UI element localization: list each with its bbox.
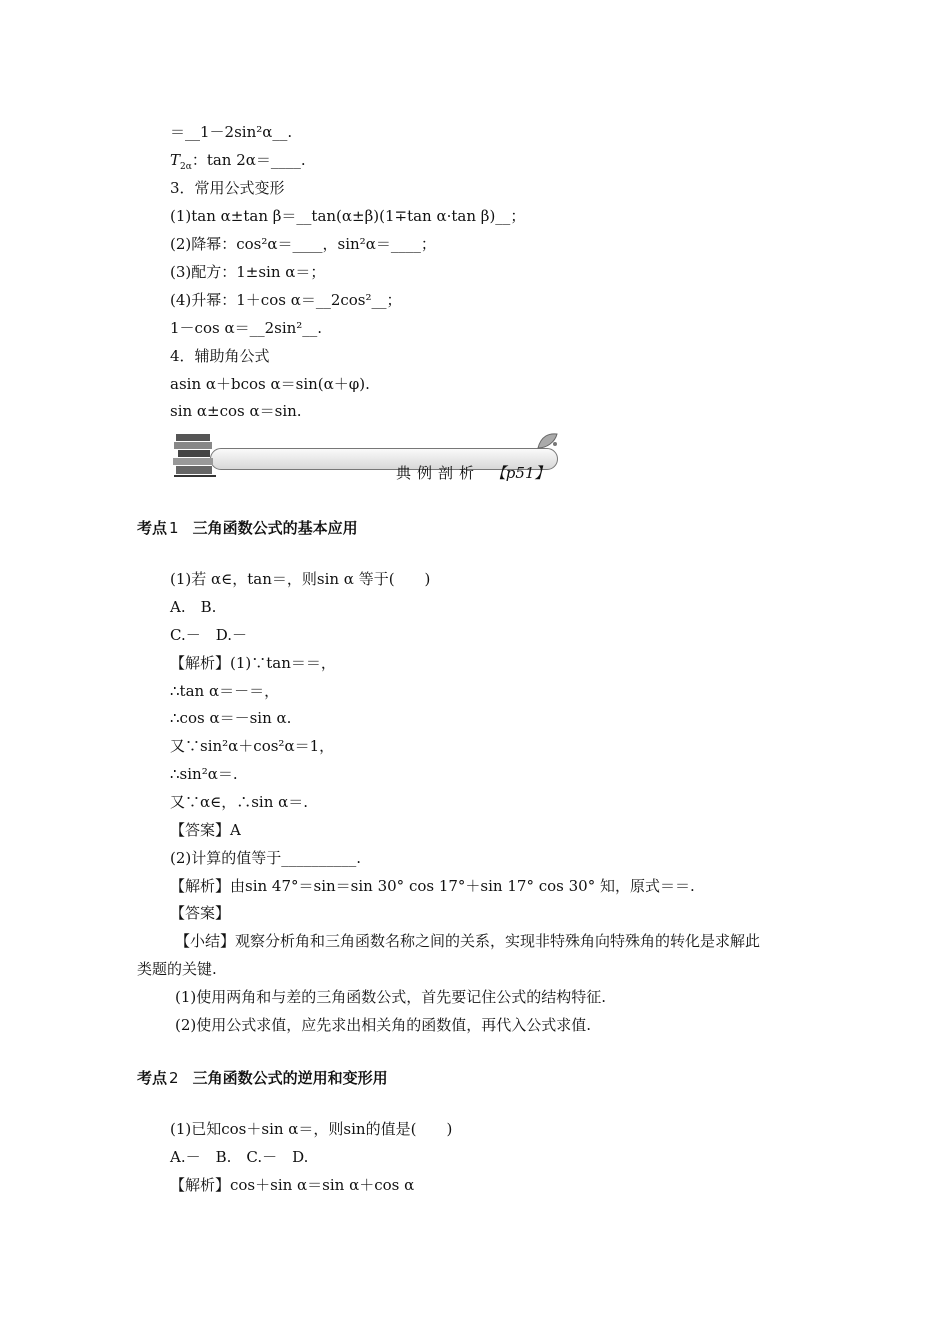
topic-2-line: A.－ B. C.－ D. (170, 1148, 309, 1166)
topic-1-number: 1 (169, 519, 179, 537)
section-3-item-2: (2)降幂：cos²α＝____，sin²α＝____； (170, 235, 436, 253)
topic-1-line: (2)计算的值等于__________. (170, 849, 362, 867)
section-4-line-2: sin α±cos α＝sin. (170, 402, 302, 420)
topic-1-title: 三角函数公式的基本应用 (192, 519, 358, 537)
topic-1-line: 类题的关键. (137, 960, 217, 978)
banner-title: 典例剖析 (396, 464, 481, 482)
topic-2-number: 2 (169, 1069, 179, 1087)
topic-1-line: ∴sin²α＝. (170, 765, 238, 783)
topic-2-title: 三角函数公式的逆用和变形用 (192, 1069, 388, 1087)
topic-1-line: C.－ D.－ (170, 626, 247, 644)
formula-line-t2a (170, 150, 306, 177)
item-1-suffix: ； (510, 207, 526, 225)
item-5-prefix: 1－cos α＝ (170, 319, 250, 337)
formula-line-1: ＝__1－2sin²α__. (170, 123, 293, 141)
topic-1-line: A. B. (170, 598, 217, 616)
section-3-item-1 (170, 206, 525, 226)
topic-1-line: 【小结】观察分析角和三角函数名称之间的关系，实现非特殊角向特殊角的转化是求解此 (175, 932, 761, 950)
section-4-line-1: asin α＋bcos α＝sin(α＋φ). (170, 375, 370, 393)
t-formula: ：tan 2α＝____. (191, 151, 306, 169)
topic-2-line: 【解析】cos＋sin α＝sin α＋cos α (170, 1176, 415, 1194)
topic-1-line: 【答案】 (170, 904, 231, 922)
item-5-suffix: . (317, 319, 323, 337)
topic-1-heading (137, 517, 358, 538)
section-3-title: 3．常用公式变形 (170, 179, 285, 197)
topic-1-line: ∴cos α＝－sin α. (170, 709, 292, 727)
item-1-value: __tan(α±β)(1∓tan α·tan β)__ (296, 207, 511, 225)
topic-2-heading (137, 1067, 388, 1088)
t-label: T (170, 151, 181, 169)
section-3-item-5 (170, 318, 322, 338)
item-4-suffix: ； (386, 291, 402, 309)
banner-label (396, 462, 550, 483)
section-4-title: 4．辅助角公式 (170, 347, 270, 365)
topic-1-line: 【解析】由sin 47°＝sin＝sin 30° cos 17°＋sin 17° cos 30° 知，原式＝＝. (170, 877, 695, 895)
t-subscript: 2α (180, 162, 192, 172)
topic-1-line: 【解析】(1)∵tan＝＝， (170, 654, 336, 672)
topic-1-line: 又∵α∈，∴sin α＝. (170, 793, 309, 811)
topic-1-line: 【答案】A (170, 821, 241, 839)
item-1-prefix: (1)tan α±tan β＝ (170, 207, 297, 225)
topic-2-line: (1)已知cos＋sin α＝，则sin的值是( ) (170, 1120, 453, 1138)
topic-1-label: 考点 (137, 519, 168, 537)
item-5-value: __2sin²__ (249, 319, 318, 337)
leaf-icon (535, 430, 561, 452)
topic-1-line: (1)使用两角和与差的三角函数公式，首先要记住公式的结构特征. (175, 988, 607, 1006)
topic-1-line: ∴tan α＝－＝， (170, 682, 280, 700)
topic-2-label: 考点 (137, 1069, 168, 1087)
banner-page-ref: 【p51】 (490, 464, 550, 482)
books-icon (170, 428, 222, 480)
topic-1-line: (2)使用公式求值，应先求出相关角的函数值，再代入公式求值. (175, 1016, 592, 1034)
section-3-item-4 (170, 290, 402, 310)
topic-1-line: (1)若 α∈，tan＝，则sin α 等于( ) (170, 570, 431, 588)
item-4-value: __2cos²__ (315, 291, 387, 309)
item-4-prefix: (4)升幂：1＋cos α＝ (170, 291, 316, 309)
section-3-item-3: (3)配方：1±sin α＝； (170, 263, 326, 281)
topic-1-line: 又∵sin²α＋cos²α＝1， (170, 737, 335, 755)
